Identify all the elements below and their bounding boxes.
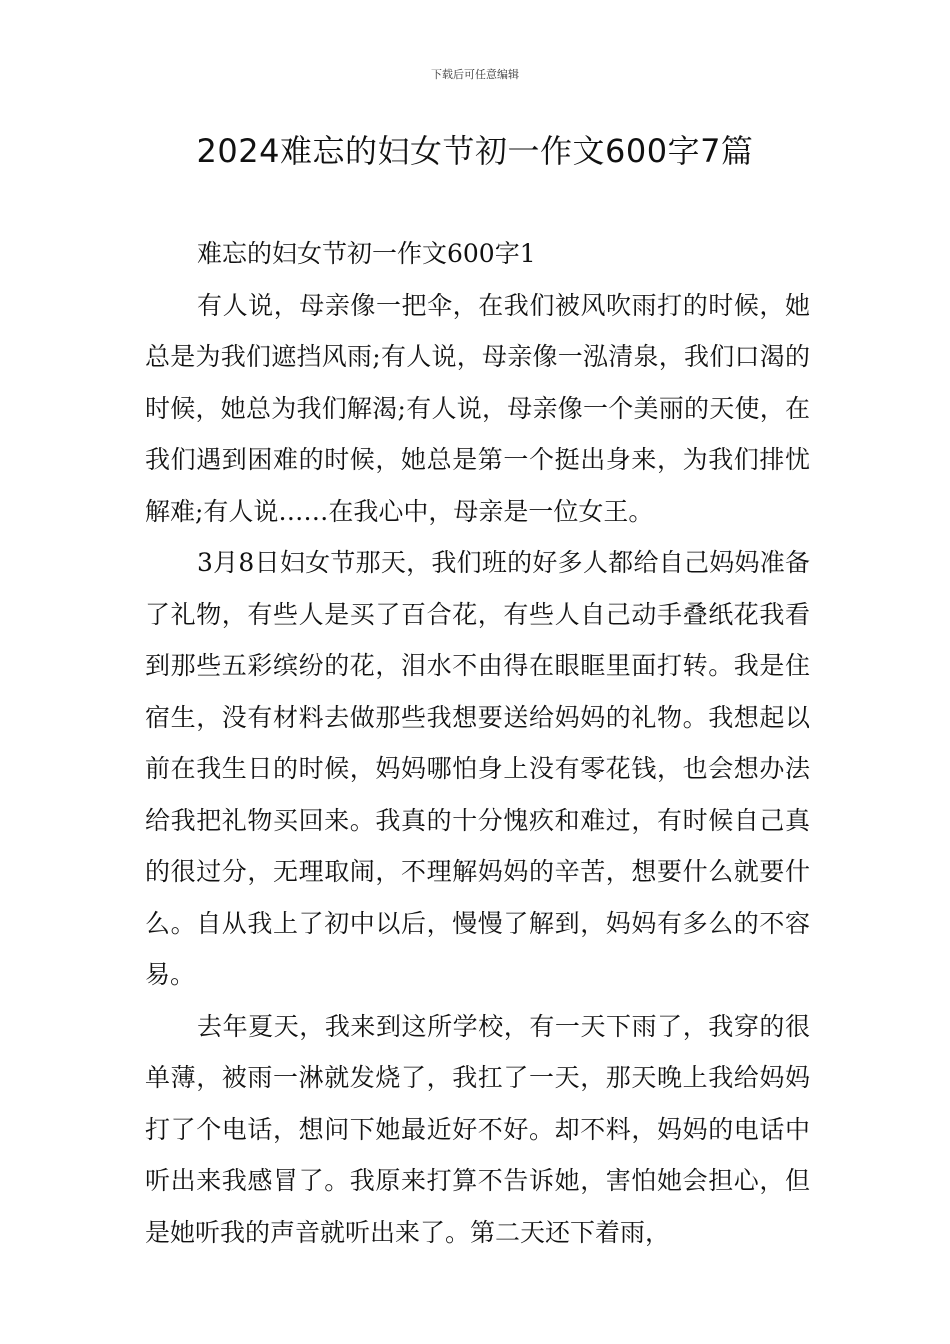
section-subheading: 难忘的妇女节初一作文600字1 bbox=[197, 239, 536, 268]
paragraph-2: 3月8日妇女节那天，我们班的好多人都给自己妈妈准备了礼物，有些人是买了百合花，有些人自己动手叠纸花我看到那些五彩缤纷的花，泪水不由得在眼眶里面打转。我是住宿生，没有材料去做那些我想要送给妈妈的礼物。我想起以前在我生日的时候，妈妈哪怕身上没有零花钱，也会想办法给我把礼物买回来。我真的十分愧疚和难过，有时候自己真的很过分，无理取闹，不理解妈妈的辛苦，想要什么就要什么。自从我上了初中以后，慢慢了解到，妈妈有多么的不容易。 bbox=[145, 548, 810, 989]
document-body bbox=[145, 228, 810, 1258]
header-note: 下载后可任意编辑 bbox=[431, 68, 519, 81]
document-title: 2024难忘的妇女节初一作文600字7篇 bbox=[196, 132, 754, 170]
paragraph-3: 去年夏天，我来到这所学校，有一天下雨了，我穿的很单薄，被雨一淋就发烧了，我扛了一天，那天晚上我给妈妈打了个电话，想问下她最近好不好。却不料，妈妈的电话中听出来我感冒了。我原来打算不告诉她，害怕她会担心，但是她听我的声音就听出来了。第二天还下着雨， bbox=[145, 1011, 810, 1247]
paragraph-1: 有人说，母亲像一把伞，在我们被风吹雨打的时候，她总是为我们遮挡风雨;有人说，母亲像一泓清泉，我们口渴的时候，她总为我们解渴;有人说，母亲像一个美丽的天使，在我们遇到困难的时候，她总是第一个挺出身来，为我们排忧解难;有人说……在我心中，母亲是一位女王。 bbox=[145, 290, 810, 526]
